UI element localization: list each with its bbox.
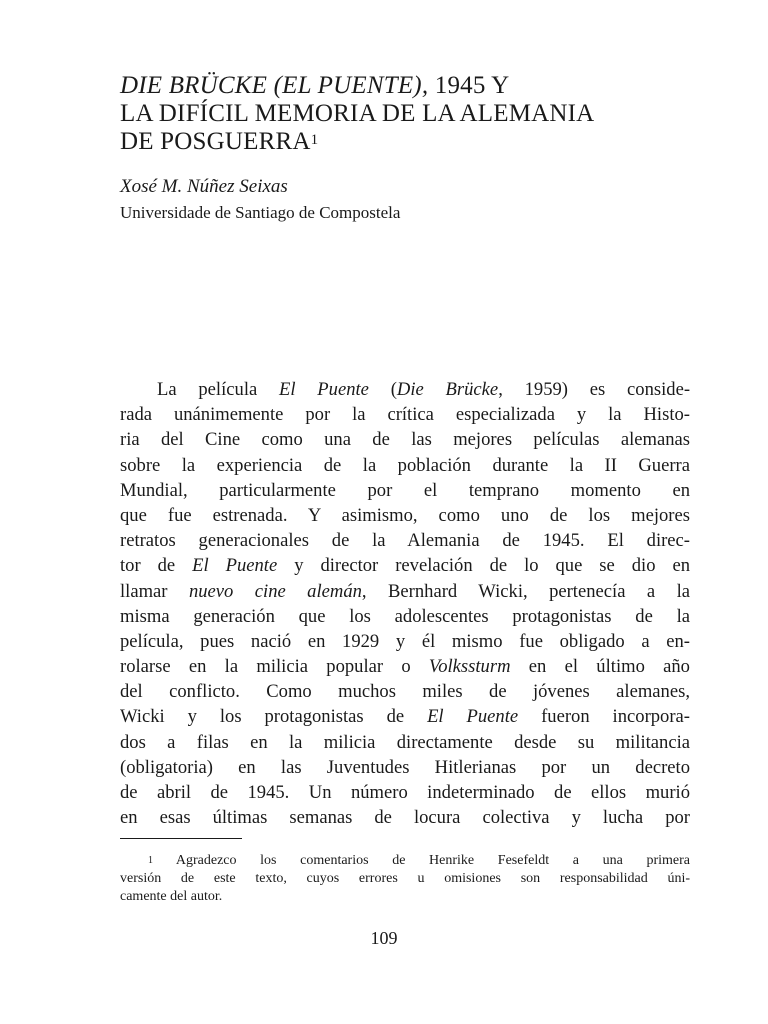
body-line: Wicki y los protagonistas de El Puente fueron incorpora- — [120, 706, 690, 728]
body-line: misma generación que los adolescentes protagonistas de la — [120, 605, 690, 627]
militia-name: Volkssturm — [428, 656, 511, 678]
body-line: retratos generacionales de la Alemania de 1945. El direc- — [120, 530, 690, 552]
film-title: El Puente — [427, 706, 519, 728]
body-line: rada unánimemente por la crítica especializada y la Histo- — [120, 404, 690, 426]
body-line: Mundial, particularmente por el temprano momento en — [120, 479, 690, 501]
body-line: ria del Cine como una de las mejores películas alemanas — [120, 429, 690, 451]
footnote — [120, 852, 690, 906]
title-line-3: DE POSGUERRA — [120, 128, 311, 155]
footnote-marker: 1 — [148, 855, 153, 866]
body-line: La película El Puente (Die Brücke, 1959) es conside- — [157, 379, 691, 400]
body-line: de abril de 1945. Un número indeterminado de ellos murió — [120, 782, 690, 803]
body-line: sobre la experiencia de la población durante la II Guerra — [120, 454, 690, 476]
title-year: 1945 Y — [428, 72, 510, 99]
body-line: llamar nuevo cine alemán, Bernhard Wicki, pertenecía a la — [120, 580, 691, 602]
footnote-line: camente del autor. — [120, 889, 223, 904]
title-footnote-marker: 1 — [310, 132, 319, 148]
body-line: tor de El Puente y director revelación de lo que se dio en — [120, 555, 691, 577]
body-text — [120, 377, 690, 830]
page-number: 109 — [370, 928, 398, 948]
title-italic: DIE BRÜCKE (EL PUENTE), — [120, 72, 429, 99]
film-title-original: Die Brücke — [396, 379, 499, 400]
footnote-line: $^1$ Agradezco los comentarios de Henrike Fesefeldt a una primera — [148, 853, 690, 868]
movement-name: nuevo cine alemán — [188, 580, 362, 602]
footnote-line: versión de este texto, cuyos errores u omisiones son responsabilidad úni- — [120, 871, 690, 886]
body-line: dos a filas en la milicia directamente desde su militancia — [120, 731, 690, 753]
article-title — [120, 72, 700, 156]
body-line: (obligatoria) en las Juventudes Hitlerianas por un decreto — [120, 756, 690, 778]
footnote-divider — [120, 838, 242, 839]
film-title: El Puente — [192, 555, 278, 577]
film-title: El Puente — [279, 379, 369, 400]
body-line: en esas últimas semanas de locura colectiva y lucha por — [120, 807, 690, 829]
body-line: del conflicto. Como muchos miles de jóvenes alemanes, — [120, 681, 690, 703]
body-line: rolarse en la milicia popular o Volkssturm en el último año — [120, 656, 690, 678]
author-affiliation: Universidade de Santiago de Compostela — [120, 203, 401, 222]
title-line-2: LA DIFÍCIL MEMORIA DE LA ALEMANIA — [120, 100, 595, 127]
body-line: película, pues nació en 1929 y él mismo fue obligado a en- — [120, 630, 690, 652]
body-line: que fue estrenada. Y asimismo, como uno de los mejores — [120, 504, 690, 526]
author-name: Xosé M. Núñez Seixas — [120, 176, 288, 197]
